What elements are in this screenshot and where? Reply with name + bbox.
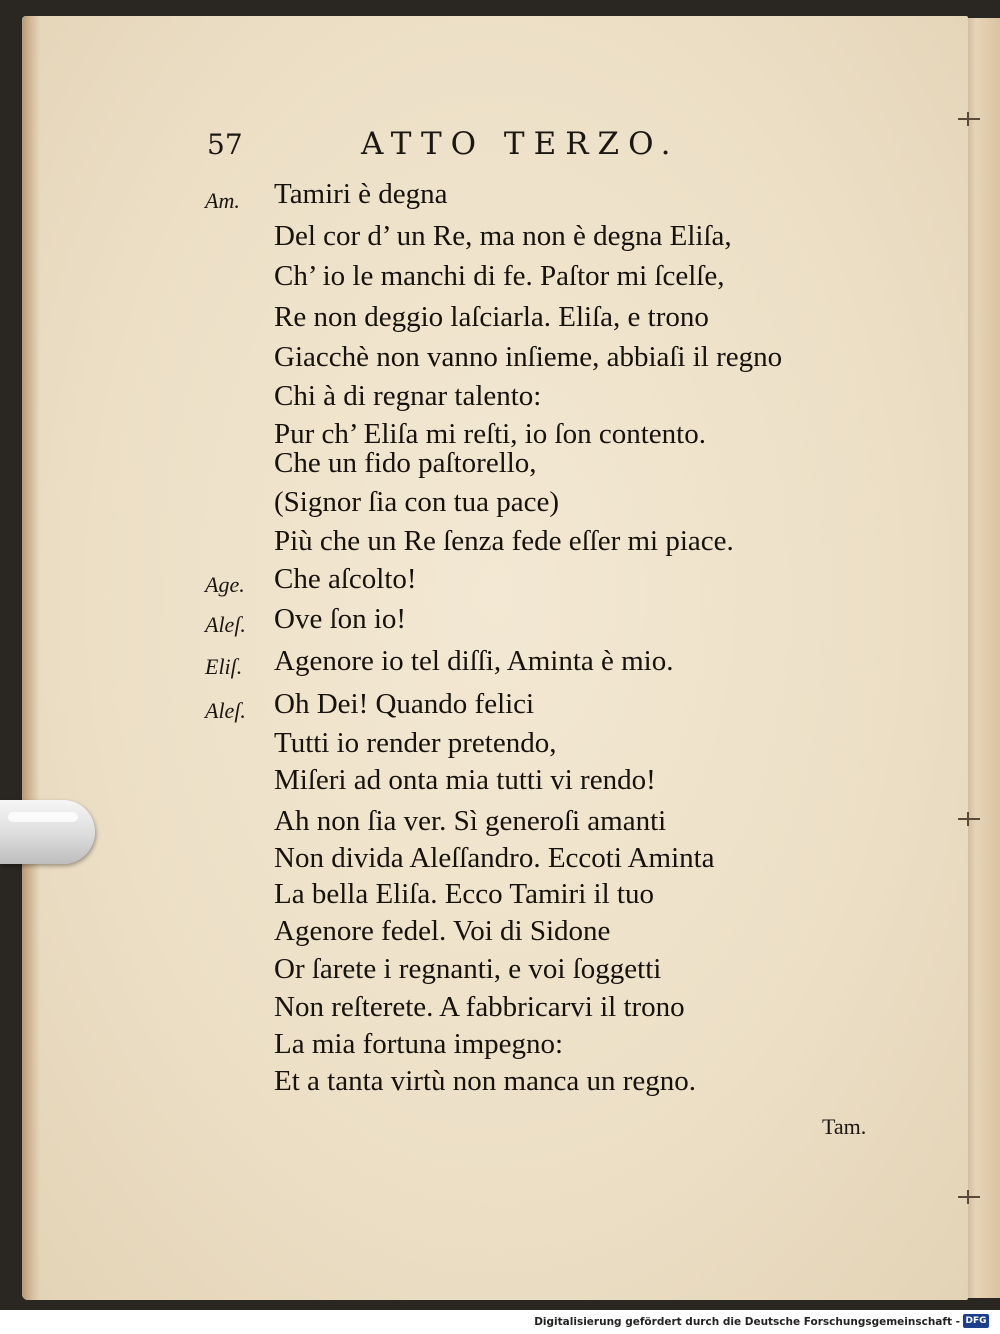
- page-header: [207, 122, 767, 172]
- verse-line: Miſeri ad onta mia tutti vi rendo!: [274, 764, 656, 796]
- verse-line: Pur ch’ Eliſa mi reſti, io ſon contento.: [274, 418, 706, 450]
- speaker-label: Aleſ.: [205, 612, 246, 637]
- verse-line: Agenore fedel. Voi di Sidone: [274, 915, 611, 947]
- page-number: 57: [207, 128, 243, 161]
- verse-line: Tutti io render pretendo,: [274, 727, 557, 759]
- verse-line: Giacchè non vanno inſieme, abbiaſi il regno: [274, 341, 783, 373]
- verse-line: Oh Dei! Quando felici: [274, 688, 535, 720]
- verse-line: La bella Eliſa. Ecco Tamiri il tuo: [274, 878, 654, 910]
- page-gutter-shadow: [22, 16, 40, 1300]
- page-clip-highlight: [8, 812, 78, 822]
- verse-line: Ove ſon io!: [274, 603, 407, 635]
- verse-line: Più che un Re ſenza fede eſſer mi piace.: [274, 525, 734, 557]
- verse-line: Tamiri è degna: [274, 178, 448, 210]
- verse-line: La mia fortuna impegno:: [274, 1028, 564, 1060]
- speaker-label: Aleſ.: [205, 698, 246, 723]
- speaker-label: Eliſ.: [205, 654, 243, 679]
- verse-line: Che aſcolto!: [274, 563, 417, 595]
- binding-stitch: [958, 818, 980, 820]
- binding-stitch: [958, 1196, 980, 1198]
- dfg-logo: DFG: [963, 1314, 989, 1328]
- catchword: Tam.: [822, 1114, 867, 1139]
- verse-line: (Signor ſia con tua pace): [274, 486, 560, 518]
- verse-line: Ch’ io le manchi di fe. Paſtor mi ſcelſe,: [274, 260, 725, 292]
- verse-line: Del cor d’ un Re, ma non è degna Eliſa,: [274, 220, 732, 252]
- page-clip: [0, 800, 95, 864]
- verse-line: Non divida Aleſſandro. Eccoti Aminta: [274, 842, 715, 874]
- verse-line: Che un fido paſtorello,: [274, 447, 537, 479]
- verse-line: Et a tanta virtù non manca un regno.: [274, 1065, 696, 1097]
- verse-line: Or ſarete i regnanti, e voi ſoggetti: [274, 953, 662, 985]
- digitization-credit: Digitalisierung gefördert durch die Deutsche Forschungsgemeinschaft -: [534, 1316, 960, 1328]
- running-head: ATTO TERZO.: [361, 126, 680, 162]
- verse-line: Ah non ſia ver. Sì generoſi amanti: [274, 805, 667, 837]
- verse-line: Chi à di regnar talento:: [274, 380, 542, 412]
- speaker-label: Age.: [205, 572, 245, 597]
- binding-stitch: [958, 118, 980, 120]
- verse-line: Re non deggio laſciarla. Eliſa, e trono: [274, 301, 709, 333]
- speaker-label: Am.: [205, 188, 240, 213]
- verse-line: Agenore io tel diſſi, Aminta è mio.: [274, 645, 674, 677]
- verse-line: Non reſterete. A fabbricarvi il trono: [274, 991, 685, 1023]
